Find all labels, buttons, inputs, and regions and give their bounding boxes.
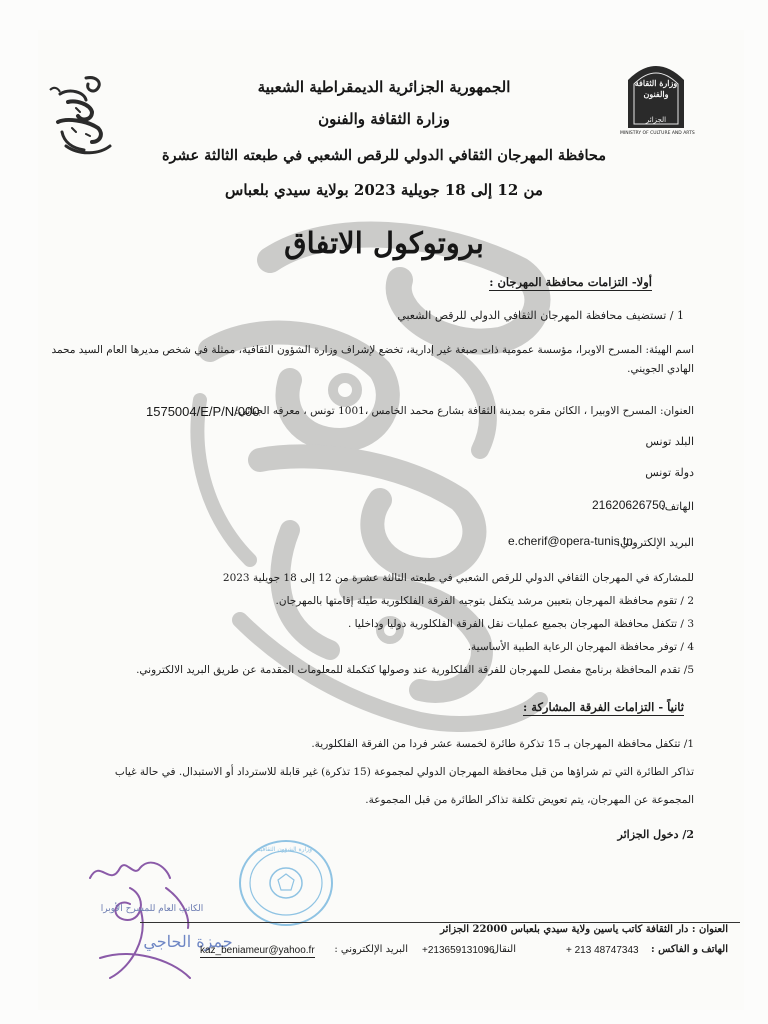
ministry-logo-sub: الجزائر	[645, 116, 667, 124]
section2-item1: 1/ تتكفل محافظة المهرجان بـ 15 تذكرة طائرة لخمسة عشر فردا من الفرقة الفلكلورية.	[311, 738, 694, 750]
section1-item2: 2 / تقوم محافظة المهرجان بتعيين مرشد يتكفل بتوجيه الفرقة الفلكلورية طيلة إقامتها بالمهرجان.	[275, 595, 694, 607]
handwritten-signature	[70, 848, 220, 998]
signature-caption: الكاتب العام للمسرح الأوبرا	[100, 904, 204, 914]
footer-mobile-label: النقال :	[485, 944, 516, 955]
festival-title: محافظة المهرجان الثقافي الدولي للرقص الشعبي في طبعته الثالثة عشرة	[161, 147, 607, 164]
email-label: البريد الإلكتروني:	[616, 536, 694, 549]
address-label: العنوان: المسرح الاوبيرا ، الكائن مقره بمدينة الثقافة بشارع محمد الخامس ،1001 تونس ، معرفه الجبائي:	[235, 405, 694, 417]
festival-dates: من 12 إلى 18 جويلية 2023 بولاية سيدي بلعباس	[225, 181, 543, 199]
stamp-text: وزارة الشؤون الثقافية	[257, 846, 312, 853]
ministry-title: وزارة الثقافة والفنون	[318, 110, 450, 128]
email-value: e.cherif@opera-tunis.tn	[508, 534, 633, 548]
participation-line: للمشاركة في المهرجان الثقافي الدولي للرقص الشعبي في طبعته الثالثة عشرة من 12 إلى 18 جويلية 2023	[222, 572, 694, 584]
footer-phone-fax-label: الهاتف و الفاكس :	[650, 944, 728, 955]
state-label: دولة تونس	[645, 466, 694, 479]
organization-line2: الهادي الجويني.	[627, 363, 694, 375]
footer-email-value: kaz_beniameur@yahoo.fr	[200, 945, 315, 956]
section1-item4: 4 / توفر محافظة المهرجان الرعاية الطبية الأساسية.	[467, 641, 694, 653]
republic-title: الجمهورية الجزائرية الديمقراطية الشعبية	[257, 78, 511, 96]
section1-item1: 1 / تستضيف محافظة المهرجان الثقافي الدولي للرقص الشعبي	[397, 309, 684, 322]
ministry-logo-caption: MINISTRY OF CULTURE AND ARTS	[620, 131, 695, 136]
country-label: البلد تونس	[645, 435, 694, 448]
section1-heading: أولا- التزامات محافظة المهرجان :	[489, 275, 652, 289]
ministry-logo-label: وزارة الثقافة والفنون	[634, 78, 678, 99]
footer-rule	[140, 922, 740, 923]
section1-item5: 5/ تقدم المحافظة برنامج مفصل للمهرجان للفرقة الفلكلورية عند وصولها كتكملة للمعلومات المقدمة عن طريق البريد الالكتروني.	[136, 664, 694, 676]
tax-id: 1575004/E/P/N/000	[146, 404, 260, 419]
section2-heading: ثانياً - التزامات الفرقة المشاركة :	[523, 700, 684, 714]
document-title: بروتوكول الاتفاق	[284, 226, 484, 260]
section1-item3: 3 / تتكفل محافظة المهرجان بجميع عمليات نقل الفرقة الفلكلورية دوليا وداخليا .	[347, 618, 694, 630]
tickets-line1: تذاكر الطائرة التي تم شراؤها من قبل محافظة المهرجان الدولي لمجموعة (15 تذكرة) غير قابلة للاسترداد أو الاستبدال. في حالة غياب	[114, 766, 694, 778]
organization-line1: اسم الهيئة: المسرح الاوبرا، مؤسسة عمومية ذات صبغة غير إدارية، تخضع لإشراف وزارة الشؤون الثقافية، ممثلة في شخص مديرها العام السيد محمد	[51, 344, 694, 356]
section2-item2: 2/ دخول الجزائر	[617, 828, 694, 841]
signatory-name: حمزة الحاجي	[143, 932, 233, 951]
festival-emblem	[46, 72, 118, 158]
phone-value: 21620626750	[592, 498, 666, 512]
tickets-line2: المجموعة عن المهرجان، يتم تعويض تكلفة تذاكر الطائرة من قبل المجموعة.	[365, 794, 694, 806]
footer-mobile-value: +213659131096	[422, 945, 495, 956]
footer-address: العنوان : دار الثقافة كاتب ياسين ولاية سيدي بلعباس 22000 الجزائر	[440, 924, 728, 935]
phone-label: الهاتف:	[661, 500, 694, 513]
footer-email-label: البريد الإلكتروني :	[334, 944, 408, 955]
footer-phone-fax-value: + 213 48747343	[566, 945, 639, 956]
ministry-logo	[620, 58, 695, 140]
